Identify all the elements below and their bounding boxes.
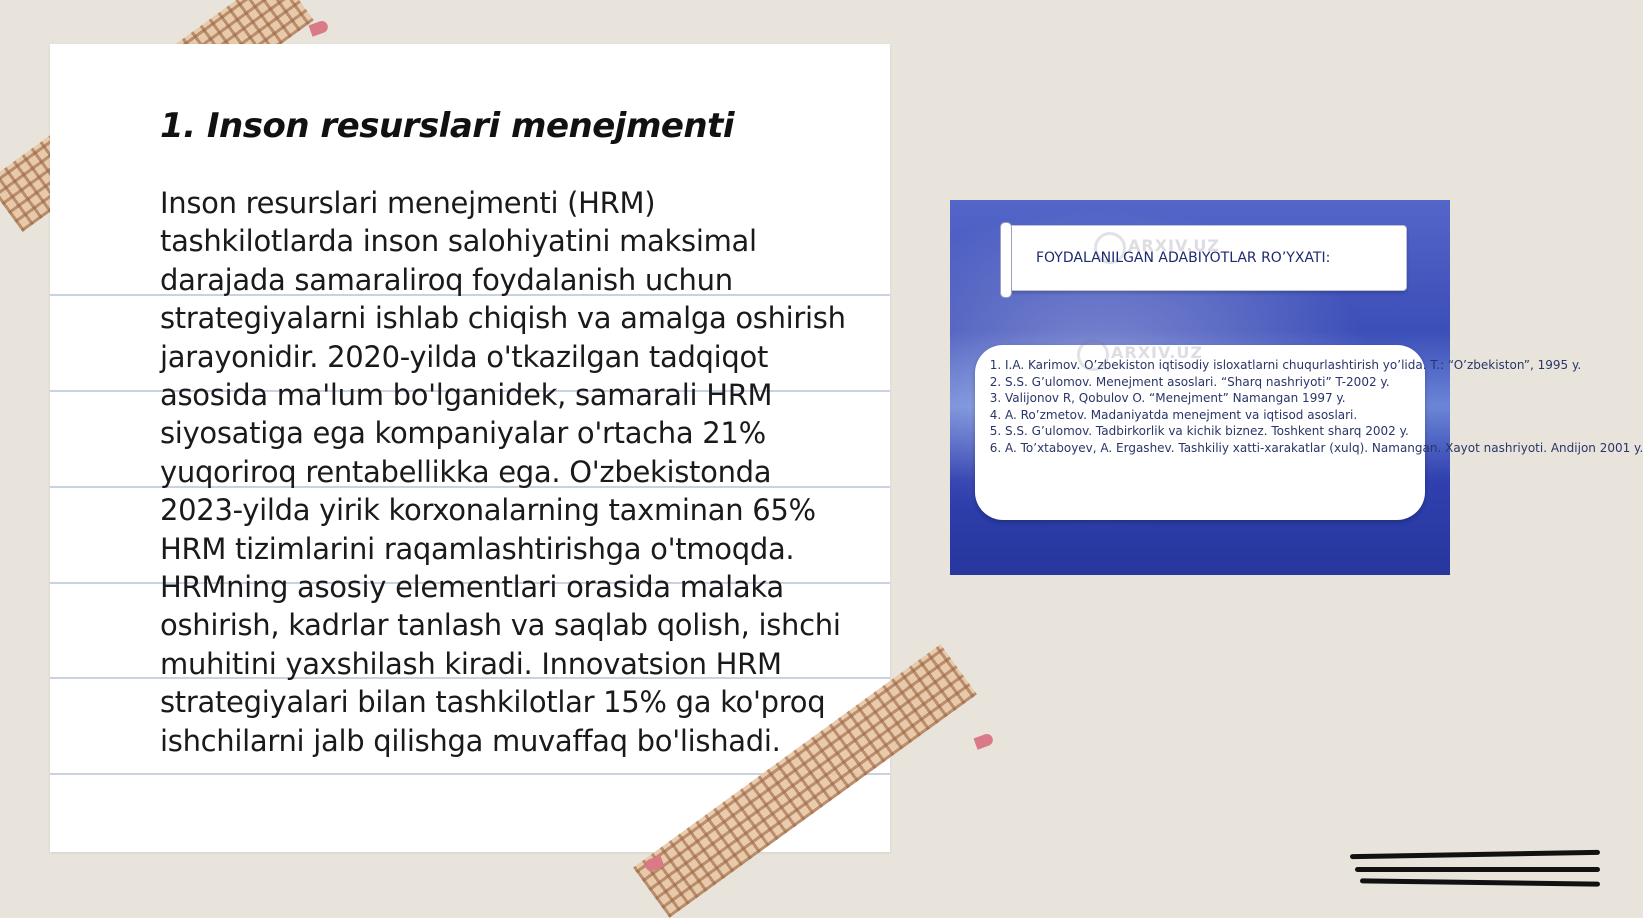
reference-item: 4. A. Ro’zmetov. Madaniyatda menejment va iqtisod asoslari. [1005,407,1425,424]
watermark-text: ARXIV.UZ [1128,236,1220,255]
slide-title: FOYDALANILGAN ADABIYOTLAR RO’YXATI: [1036,250,1331,266]
scroll-edge [1000,222,1012,298]
decorative-scribble [1350,850,1600,859]
lined-paper-card [50,44,890,852]
tape-pin-top [308,19,329,36]
watermark-text: ARXIV.UZ [1111,343,1203,362]
reference-item: 1. I.A. Karimov. O’zbekiston iqtisodiy isloxatlarni chuqurlashtirish yo’lida. T.: “O’zbekiston”, 1995 y. [1005,357,1425,374]
decorative-scribble [1360,878,1600,886]
reference-item: 2. S.S. G’ulomov. Menejment asoslari. “Sharq nashriyoti” T-2002 y. [1005,374,1425,391]
reference-item: 3. Valijonov R, Qobulov O. “Menejment” Namangan 1997 y. [1005,390,1425,407]
watermark-logo [1077,339,1109,371]
slide-title-scroll [1005,225,1407,291]
body-paragraph: Inson resurslari menejmenti (HRM) tashkilotlarda inson salohiyatini maksimal darajada samaraliroq foydalanish uchun strategiyalarni ishlab chiqish va amalga oshirish jarayonidir. 2020-yilda o'tkazilgan tadqiqot asosida ma'lum bo'lganidek, samarali HRM siyosatiga ega kompaniyalar o'rtacha 21% yuqoriroq rentabellikka ega. O'zbekistonda 2023-yilda yirik korxonalarning taxminan 65% HRM tizimlarini raqamlashtirishga o'tmoqda. HRMning asosiy elementlari orasida malaka oshirish, kadrlar tanlash va saqlab qolish, ishchi muhitini yaxshilash kiradi. Innovatsion HRM strategiyalari bilan tashkilotlar 15% ga ko'proq ishchilarni jalb qilishga muvaffaq bo'lishadi. [160,186,846,758]
references-list-box [975,343,1643,520]
reference-item: 5. S.S. G’ulomov. Tadbirkorlik va kichik biznez. Toshkent sharq 2002 y. [1005,423,1425,440]
section-title: 1. Inson resurslari menejmenti [160,106,735,146]
tape-pin-bottom-right [973,732,994,749]
reference-item: 6. A. To’xtaboyev, A. Ergashev. Tashkiliy xatti-xarakatlar (xulq). Namangan. Xayot nashriyoti. Andijon 2001 y. [1005,440,1425,457]
references-slide-image [950,200,1643,575]
decorative-scribble [1355,867,1600,872]
